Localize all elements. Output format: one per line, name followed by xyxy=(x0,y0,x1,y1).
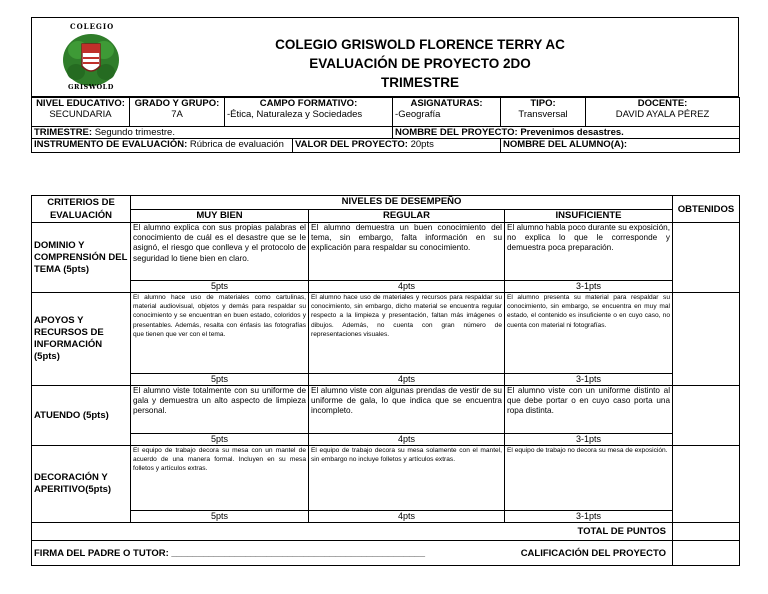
asignaturas-value: -Geografía xyxy=(395,109,441,120)
desc-muy-bien: El equipo de trabajo decora su mesa con un mantel de acuerdo de una manera formal. Incluyen en su mesa folletos y artículos extras. xyxy=(131,446,309,511)
level-muy-bien: MUY BIEN xyxy=(131,210,309,223)
pts-muy-bien: 5pts xyxy=(131,434,309,446)
pts-insuficiente: 3-1pts xyxy=(505,281,673,293)
pts-muy-bien: 5pts xyxy=(131,281,309,293)
desc-regular: El alumno viste con algunas prendas de vestir de su uniforme de gala, lo que indica que se encuentra incompleto. xyxy=(309,386,505,434)
campo-label: CAMPO FORMATIVO: xyxy=(259,98,358,109)
desc-muy-bien: El alumno viste totalmente con su uniforme de gala y demuestra un alto aspecto de limpieza personal. xyxy=(131,386,309,434)
desc-regular: El alumno hace uso de materiales y recursos para respaldar su conocimiento, sin embargo, dicho material se encuentra regular respecto a la limpieza y presentación, faltan más imágenes o dibujos. Además, no cuenta con gran número de representaciones visuales. xyxy=(309,293,505,374)
criterion-decoracion: DECORACIÓN Y APERITIVO(5pts) xyxy=(32,446,131,523)
alumno-cell xyxy=(501,139,740,153)
campo-cell xyxy=(225,98,393,127)
tipo-value: Transversal xyxy=(518,109,568,120)
pts-insuficiente: 3-1pts xyxy=(505,374,673,386)
proyecto-cell xyxy=(393,127,740,139)
campo-value: -Ética, Naturaleza y Sociedades xyxy=(227,109,363,120)
desc-insuficiente: El alumno viste con un uniforme distinto al que debe portar o en cuyo caso porta una ropa distinta. xyxy=(505,386,673,434)
level-insuficiente: INSUFICIENTE xyxy=(505,210,673,223)
logo-top-text: COLEGIO xyxy=(70,22,115,31)
desc-regular: El alumno demuestra un buen conocimiento del tema, sin embargo, falta información en su explicación para respaldar su conocimiento. xyxy=(309,223,505,281)
criterion-atuendo: ATUENDO (5pts) xyxy=(32,386,131,446)
criterion-dominio: DOMINIO Y COMPRENSIÓN DEL TEMA (5pts) xyxy=(32,223,131,293)
pts-muy-bien: 5pts xyxy=(131,374,309,386)
tipo-label: TIPO: xyxy=(530,98,556,109)
rubric-table xyxy=(31,195,740,566)
trimestre-label: TRIMESTRE: xyxy=(34,127,93,138)
proyecto-label: NOMBRE DEL PROYECTO: xyxy=(395,127,518,138)
obtained-header: OBTENIDOS xyxy=(673,196,740,223)
level-regular: REGULAR xyxy=(309,210,505,223)
nivel-cell xyxy=(32,98,130,127)
instrumento-label: INSTRUMENTO DE EVALUACIÓN: xyxy=(34,139,188,150)
pts-regular: 4pts xyxy=(309,434,505,446)
trimestre-cell xyxy=(32,127,393,139)
grado-value: 7A xyxy=(171,109,183,120)
criterion-apoyos: APOYOS Y RECURSOS DE INFORMACIÓN (5pts) xyxy=(32,293,131,386)
criteria-header: CRITERIOS DE EVALUACIÓN xyxy=(32,196,131,223)
instrumento-cell xyxy=(32,139,293,153)
tipo-cell xyxy=(501,98,586,127)
pts-regular: 4pts xyxy=(309,374,505,386)
obtained-cell[interactable] xyxy=(673,446,740,523)
desc-insuficiente: El alumno presenta su material para respaldar su conocimiento, sin embargo, se encuentra en muy mal estado, el contenido es insuficiente o en cuyo caso, no cuenta con material ni fotografías. xyxy=(505,293,673,374)
nivel-label: NIVEL EDUCATIVO: xyxy=(36,98,125,109)
desc-muy-bien: El alumno explica con sus propias palabras el conocimiento de cuál es el desastre que se le asignó, el riesgo que conlleva y el protocolo de seguridad lo tiene bien en claro. xyxy=(131,223,309,281)
pts-muy-bien: 5pts xyxy=(131,511,309,523)
docente-cell xyxy=(586,98,740,127)
grade-label: CALIFICACIÓN DEL PROYECTO xyxy=(520,548,667,559)
nivel-value: SECUNDARIA xyxy=(49,109,112,120)
period-title: TRIMESTRE xyxy=(380,75,459,90)
desc-insuficiente: El equipo de trabajo no decora su mesa de exposición. xyxy=(505,446,673,511)
info-table xyxy=(31,97,740,153)
school-logo xyxy=(52,20,130,94)
obtained-cell[interactable] xyxy=(673,386,740,446)
grade-cell[interactable] xyxy=(673,541,740,566)
pts-regular: 4pts xyxy=(309,281,505,293)
alumno-label: NOMBRE DEL ALUMNO(A): xyxy=(503,139,628,150)
asignaturas-cell xyxy=(393,98,501,127)
school-name: COLEGIO GRISWOLD FLORENCE TERRY AC xyxy=(275,37,565,52)
logo-bottom-text: GRISWOLD xyxy=(68,83,114,91)
docente-value: DAVID AYALA PÉREZ xyxy=(615,109,710,120)
obtained-cell[interactable] xyxy=(673,223,740,293)
valor-cell xyxy=(293,139,501,153)
grado-label: GRADO Y GRUPO: xyxy=(134,98,220,109)
signature-label: FIRMA DEL PADRE O TUTOR: ________________________________________________ xyxy=(34,547,426,559)
total-label: TOTAL DE PUNTOS xyxy=(32,523,673,541)
trimestre-value: Segundo trimestre. xyxy=(94,127,175,138)
levels-header: NIVELES DE DESEMPEÑO xyxy=(131,196,673,210)
asignaturas-label: ASIGNATURAS: xyxy=(410,98,483,109)
signature-row xyxy=(32,541,673,566)
desc-insuficiente: El alumno habla poco durante su exposición, no explica lo que le corresponde y demuestra poca preparación. xyxy=(505,223,673,281)
docente-label: DOCENTE: xyxy=(637,98,688,109)
pts-regular: 4pts xyxy=(309,511,505,523)
instrumento-value: Rúbrica de evaluación xyxy=(189,139,284,150)
total-cell[interactable] xyxy=(673,523,740,541)
desc-regular: El equipo de trabajo decora su mesa solamente con el mantel, sin embargo no incluye folletos y artículos extras. xyxy=(309,446,505,511)
grado-cell xyxy=(130,98,225,127)
valor-label: VALOR DEL PROYECTO: xyxy=(295,139,408,150)
proyecto-value: Prevenimos desastres. xyxy=(520,127,624,138)
desc-muy-bien: El alumno hace uso de materiales como cartulinas, material audiovisual, objetos y demás para respaldar su conocimiento y se encuentran en buen estado, coloridos y presentables. Además, resalta con énfasis las fotografías que tienen que ver con el tema. xyxy=(131,293,309,374)
header-titles xyxy=(240,35,600,92)
evaluation-title: EVALUACIÓN DE PROYECTO 2DO xyxy=(309,56,531,71)
pts-insuficiente: 3-1pts xyxy=(505,511,673,523)
obtained-cell[interactable] xyxy=(673,293,740,386)
valor-value: 20pts xyxy=(410,139,434,150)
pts-insuficiente: 3-1pts xyxy=(505,434,673,446)
